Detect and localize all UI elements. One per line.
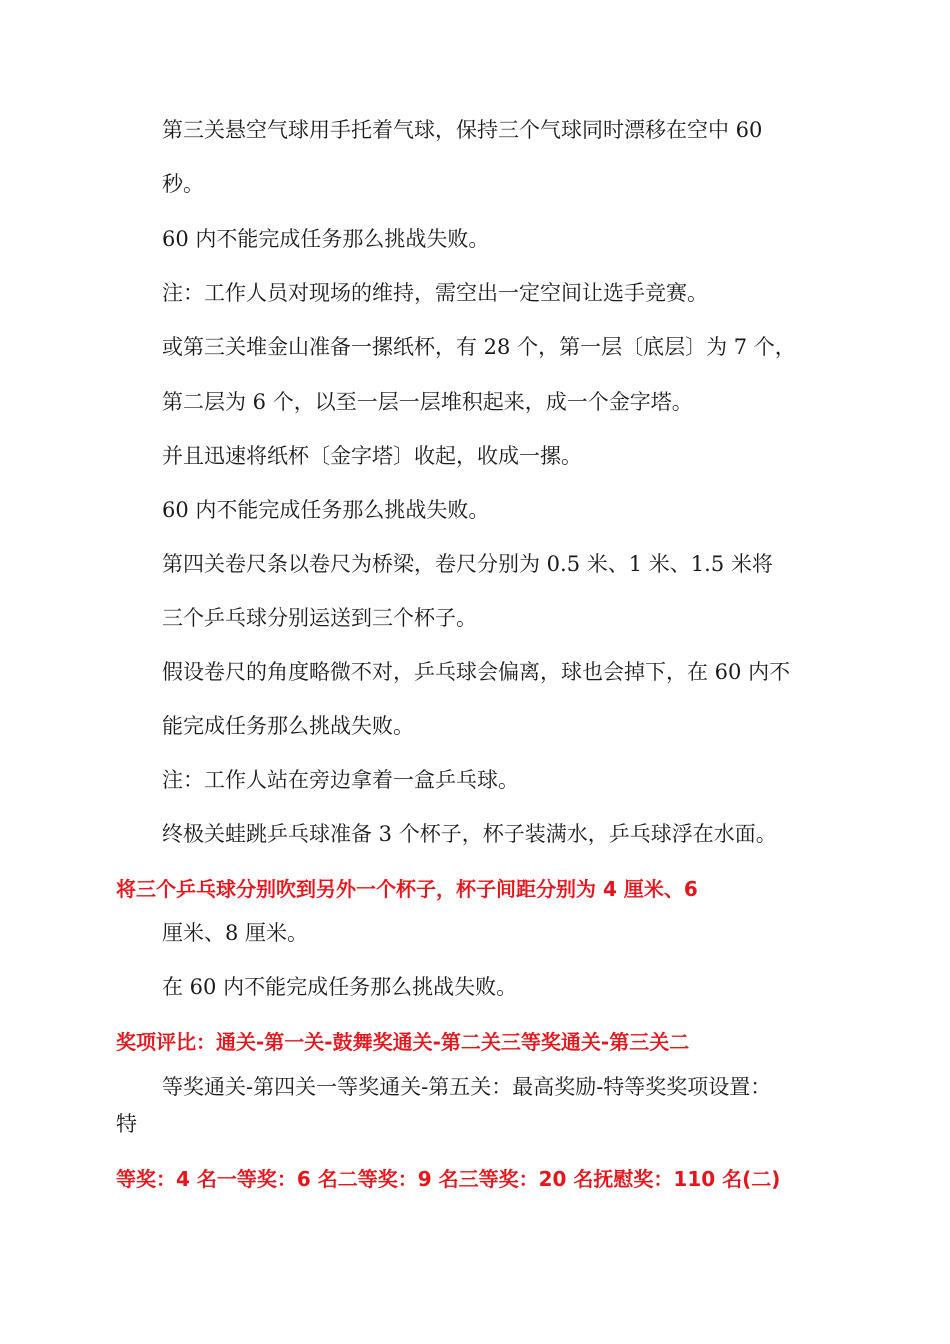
paragraph-line: 假设卷尺的角度略微不对，乒乓球会偏离，球也会掉下，在 60 内不 <box>162 660 791 684</box>
paragraph-line: 注：工作人员对现场的维持，需空出一定空间让选手竞赛。 <box>162 281 708 305</box>
paragraph-line: 第二层为 6 个，以至一层一层堆积起来，成一个金字塔。 <box>162 390 693 414</box>
paragraph-line: 终极关蛙跳乒乓球准备 3 个杯子，杯子装满水，乒乓球浮在水面。 <box>162 822 777 846</box>
paragraph-line: 等奖通关-第四关一等奖通关-第五关：最高奖励-特等奖奖项设置： <box>162 1075 772 1099</box>
paragraph-line: 秒。 <box>162 172 204 196</box>
paragraph-line: 能完成任务那么挑战失败。 <box>162 714 414 738</box>
paragraph-line: 60 内不能完成任务那么挑战失败。 <box>162 498 490 522</box>
paragraph-line: 注：工作人站在旁边拿着一盒乒乓球。 <box>162 768 519 792</box>
paragraph-line: 在 60 内不能完成任务那么挑战失败。 <box>162 975 518 999</box>
paragraph-line: 特 <box>116 1112 137 1136</box>
highlighted-line: 奖项评比：通关-第一关-鼓舞奖通关-第二关三等奖通关-第三关二 <box>116 1030 690 1054</box>
paragraph-line: 或第三关堆金山准备一摞纸杯，有 28 个，第一层〔底层〕为 7 个， <box>162 335 796 359</box>
paragraph-line: 三个乒乓球分别运送到三个杯子。 <box>162 606 477 630</box>
paragraph-line: 第四关卷尺条以卷尺为桥梁，卷尺分别为 0.5 米、1 米、1.5 米将 <box>162 552 773 576</box>
highlighted-line: 等奖：4 名一等奖：6 名二等奖：9 名三等奖：20 名抚慰奖：110 名(二) <box>116 1167 781 1191</box>
paragraph-line: 第三关悬空气球用手托着气球，保持三个气球同时漂移在空中 60 <box>162 118 763 142</box>
paragraph-line: 并且迅速将纸杯〔金字塔〕收起，收成一摞。 <box>162 444 582 468</box>
highlighted-line: 将三个乒乓球分别吹到另外一个杯子，杯子间距分别为 4 厘米、6 <box>116 877 698 901</box>
paragraph-line: 60 内不能完成任务那么挑战失败。 <box>162 227 490 251</box>
paragraph-line: 厘米、8 厘米。 <box>162 921 309 945</box>
